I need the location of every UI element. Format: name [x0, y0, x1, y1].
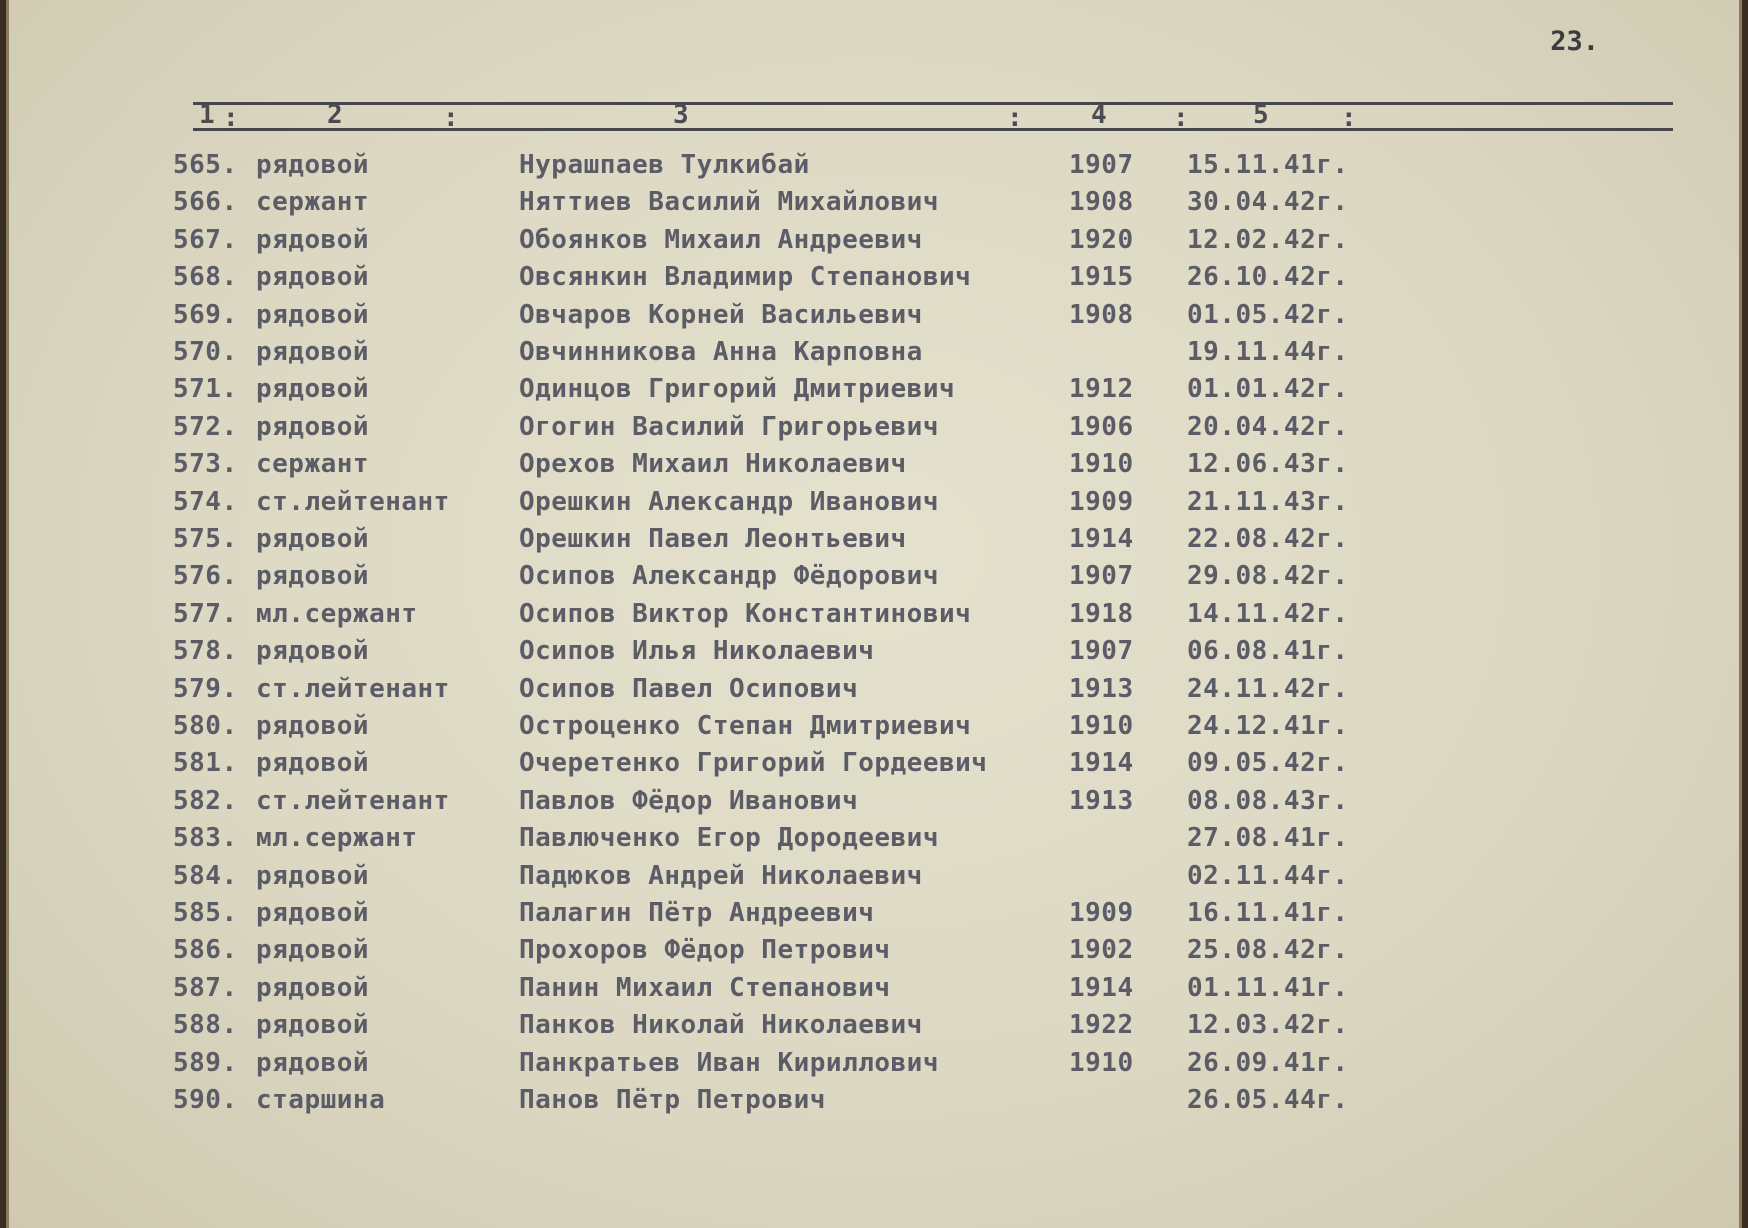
birth-year-cell: 1913	[1069, 673, 1134, 704]
row-number: 575.	[173, 524, 238, 554]
row-number: 565.	[173, 150, 238, 180]
date-cell: 02.11.44г.	[1187, 860, 1349, 891]
name-cell: Овчаров Корней Васильевич	[519, 299, 923, 330]
name-cell: Овчинникова Анна Карповна	[519, 337, 923, 367]
rank-cell: рядовой	[256, 299, 370, 330]
date-cell: 30.04.42г.	[1187, 187, 1349, 218]
name-cell: Падюков Андрей Николаевич	[519, 860, 923, 891]
date-cell: 08.08.43г.	[1187, 785, 1349, 816]
birth-year-cell: 1914	[1069, 524, 1134, 554]
date-cell: 29.08.42г.	[1187, 561, 1349, 592]
name-cell: Орешкин Павел Леонтьевич	[519, 524, 907, 554]
rank-cell: рядовой	[256, 636, 370, 667]
column-separator: :	[1341, 103, 1357, 133]
date-cell: 06.08.41г.	[1187, 636, 1349, 667]
rank-cell: рядовой	[256, 711, 370, 741]
row-number: 582.	[173, 785, 238, 816]
table-row	[9, 711, 1739, 745]
rank-cell: сержант	[256, 449, 370, 480]
date-cell: 01.11.41г.	[1187, 972, 1349, 1003]
column-separator: :	[223, 103, 239, 133]
table-row	[9, 300, 1739, 334]
rank-cell: рядовой	[256, 1047, 370, 1078]
table-row	[9, 412, 1739, 446]
name-cell: Одинцов Григорий Дмитриевич	[519, 374, 956, 405]
table-row	[9, 262, 1739, 296]
rank-cell: рядовой	[256, 224, 370, 255]
name-cell: Панков Николай Николаевич	[519, 1010, 923, 1041]
rank-cell: рядовой	[256, 860, 370, 891]
rank-cell: рядовой	[256, 561, 370, 592]
date-cell: 20.04.42г.	[1187, 411, 1349, 442]
table-row	[9, 935, 1739, 969]
row-number: 583.	[173, 823, 238, 854]
name-cell: Огогин Василий Григорьевич	[519, 411, 939, 442]
row-number: 588.	[173, 1010, 238, 1041]
table-row	[9, 636, 1739, 670]
column-header-1: 1	[199, 100, 215, 130]
name-cell: Панов Пётр Петрович	[519, 1085, 826, 1115]
row-number: 589.	[173, 1047, 238, 1078]
table-row	[9, 374, 1739, 408]
rank-cell: рядовой	[256, 411, 370, 442]
row-number: 566.	[173, 187, 238, 218]
table-row	[9, 786, 1739, 820]
row-number: 585.	[173, 898, 238, 928]
page-number: 23.	[1550, 26, 1599, 57]
rank-cell: рядовой	[256, 935, 370, 966]
birth-year-cell: 1920	[1069, 224, 1134, 255]
table-row	[9, 561, 1739, 595]
birth-year-cell: 1922	[1069, 1010, 1134, 1041]
date-cell: 24.12.41г.	[1187, 711, 1349, 741]
row-number: 577.	[173, 598, 238, 629]
header-rule-top	[193, 102, 1673, 105]
column-separator: :	[1173, 103, 1189, 133]
date-cell: 12.06.43г.	[1187, 449, 1349, 480]
rank-cell: рядовой	[256, 898, 370, 928]
birth-year-cell: 1906	[1069, 411, 1134, 442]
birth-year-cell: 1913	[1069, 785, 1134, 816]
date-cell: 21.11.43г.	[1187, 486, 1349, 517]
table-row	[9, 187, 1739, 221]
table-row	[9, 599, 1739, 633]
date-cell: 12.02.42г.	[1187, 224, 1349, 255]
date-cell: 01.01.42г.	[1187, 374, 1349, 405]
row-number: 587.	[173, 972, 238, 1003]
birth-year-cell: 1910	[1069, 711, 1134, 741]
table-row	[9, 524, 1739, 558]
rank-cell: ст.лейтенант	[256, 486, 450, 517]
birth-year-cell: 1918	[1069, 598, 1134, 629]
date-cell: 24.11.42г.	[1187, 673, 1349, 704]
date-cell: 15.11.41г.	[1187, 150, 1349, 180]
table-row	[9, 748, 1739, 782]
row-number: 576.	[173, 561, 238, 592]
name-cell: Няттиев Василий Михайлович	[519, 187, 939, 218]
row-number: 570.	[173, 337, 238, 367]
column-header-5: 5	[1253, 100, 1269, 130]
date-cell: 12.03.42г.	[1187, 1010, 1349, 1041]
row-number: 579.	[173, 673, 238, 704]
row-number: 590.	[173, 1085, 238, 1115]
name-cell: Панин Михаил Степанович	[519, 972, 891, 1003]
table-row	[9, 823, 1739, 857]
birth-year-cell: 1902	[1069, 935, 1134, 966]
rank-cell: рядовой	[256, 374, 370, 405]
row-number: 578.	[173, 636, 238, 667]
rank-cell: рядовой	[256, 972, 370, 1003]
name-cell: Осипов Павел Осипович	[519, 673, 859, 704]
table-row	[9, 449, 1739, 483]
header-rule-bottom	[193, 128, 1673, 131]
table-row	[9, 1010, 1739, 1044]
rank-cell: рядовой	[256, 1010, 370, 1041]
row-number: 572.	[173, 411, 238, 442]
birth-year-cell: 1910	[1069, 449, 1134, 480]
date-cell: 22.08.42г.	[1187, 524, 1349, 554]
row-number: 581.	[173, 748, 238, 779]
date-cell: 14.11.42г.	[1187, 598, 1349, 629]
birth-year-cell: 1909	[1069, 898, 1134, 928]
rank-cell: мл.сержант	[256, 598, 418, 629]
table-row	[9, 861, 1739, 895]
rank-cell: старшина	[256, 1085, 386, 1115]
name-cell: Осипов Илья Николаевич	[519, 636, 875, 667]
row-number: 567.	[173, 224, 238, 255]
name-cell: Орехов Михаил Николаевич	[519, 449, 907, 480]
column-header-2: 2	[327, 100, 343, 130]
row-number: 571.	[173, 374, 238, 405]
name-cell: Осипов Александр Фёдорович	[519, 561, 939, 592]
name-cell: Обоянков Михаил Андреевич	[519, 224, 923, 255]
birth-year-cell: 1907	[1069, 636, 1134, 667]
date-cell: 27.08.41г.	[1187, 823, 1349, 854]
rank-cell: сержант	[256, 187, 370, 218]
table-row	[9, 674, 1739, 708]
name-cell: Остроценко Степан Дмитриевич	[519, 711, 972, 741]
rank-cell: рядовой	[256, 150, 370, 180]
rank-cell: ст.лейтенант	[256, 785, 450, 816]
birth-year-cell: 1915	[1069, 262, 1134, 293]
birth-year-cell: 1908	[1069, 187, 1134, 218]
rank-cell: рядовой	[256, 748, 370, 779]
row-number: 586.	[173, 935, 238, 966]
table-row	[9, 225, 1739, 259]
column-header-3: 3	[673, 100, 689, 130]
name-cell: Осипов Виктор Константинович	[519, 598, 972, 629]
birth-year-cell: 1912	[1069, 374, 1134, 405]
table-row	[9, 898, 1739, 932]
birth-year-cell: 1908	[1069, 299, 1134, 330]
birth-year-cell: 1907	[1069, 150, 1134, 180]
rank-cell: рядовой	[256, 524, 370, 554]
date-cell: 19.11.44г.	[1187, 337, 1349, 367]
birth-year-cell: 1909	[1069, 486, 1134, 517]
row-number: 568.	[173, 262, 238, 293]
date-cell: 01.05.42г.	[1187, 299, 1349, 330]
birth-year-cell: 1914	[1069, 972, 1134, 1003]
rank-cell: рядовой	[256, 262, 370, 293]
table-row	[9, 1048, 1739, 1082]
row-number: 573.	[173, 449, 238, 480]
birth-year-cell: 1914	[1069, 748, 1134, 779]
date-cell: 26.10.42г.	[1187, 262, 1349, 293]
name-cell: Павлюченко Егор Дородеевич	[519, 823, 939, 854]
name-cell: Овсянкин Владимир Степанович	[519, 262, 972, 293]
date-cell: 26.09.41г.	[1187, 1047, 1349, 1078]
name-cell: Прохоров Фёдор Петрович	[519, 935, 891, 966]
rank-cell: ст.лейтенант	[256, 673, 450, 704]
birth-year-cell: 1910	[1069, 1047, 1134, 1078]
name-cell: Палагин Пётр Андреевич	[519, 898, 875, 928]
column-separator: :	[1007, 103, 1023, 133]
table-row	[9, 487, 1739, 521]
birth-year-cell: 1907	[1069, 561, 1134, 592]
row-number: 574.	[173, 486, 238, 517]
row-number: 584.	[173, 860, 238, 891]
name-cell: Очеретенко Григорий Гордеевич	[519, 748, 988, 779]
name-cell: Орешкин Александр Иванович	[519, 486, 939, 517]
table-row	[9, 337, 1739, 371]
date-cell: 16.11.41г.	[1187, 898, 1349, 928]
table-row	[9, 973, 1739, 1007]
document-page	[6, 0, 1742, 1228]
row-number: 580.	[173, 711, 238, 741]
rank-cell: рядовой	[256, 337, 370, 367]
column-header-4: 4	[1091, 100, 1107, 130]
name-cell: Павлов Фёдор Иванович	[519, 785, 859, 816]
date-cell: 25.08.42г.	[1187, 935, 1349, 966]
column-separator: :	[443, 103, 459, 133]
table-row	[9, 150, 1739, 184]
rank-cell: мл.сержант	[256, 823, 418, 854]
table-row	[9, 1085, 1739, 1119]
name-cell: Панкратьев Иван Кириллович	[519, 1047, 939, 1078]
name-cell: Нурашпаев Тулкибай	[519, 150, 810, 180]
row-number: 569.	[173, 299, 238, 330]
date-cell: 26.05.44г.	[1187, 1085, 1349, 1115]
date-cell: 09.05.42г.	[1187, 748, 1349, 779]
